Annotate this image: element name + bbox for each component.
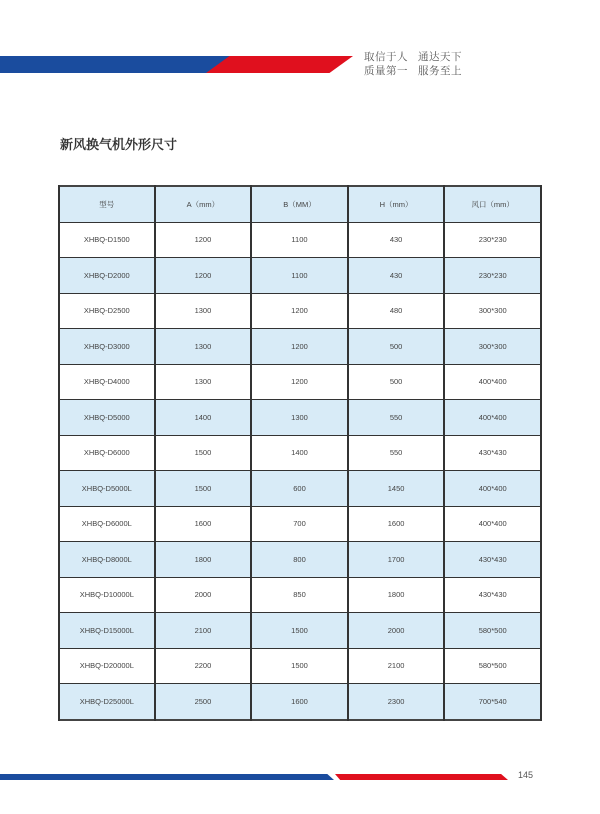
cell-b: 1500 (251, 648, 348, 684)
cell-model: XHBQ-D20000L (59, 648, 155, 684)
slogan-phrase: 取信于人 (364, 51, 408, 63)
slogan-phrase: 服务至上 (418, 65, 462, 77)
table-row (59, 471, 541, 507)
column-header-model: 型号 (59, 186, 155, 222)
cell-b: 800 (251, 542, 348, 578)
cell-vent: 230*230 (444, 222, 541, 258)
cell-vent: 230*230 (444, 258, 541, 294)
header-blue-stripe (0, 56, 237, 73)
footer-red-stripe (335, 774, 508, 780)
table-body (59, 222, 541, 720)
cell-h: 2000 (348, 613, 445, 649)
cell-a: 2000 (155, 577, 252, 613)
table-row (59, 222, 541, 258)
cell-a: 1800 (155, 542, 252, 578)
table-row (59, 293, 541, 329)
table-row (59, 648, 541, 684)
cell-model: XHBQ-D3000 (59, 329, 155, 365)
cell-a: 1200 (155, 222, 252, 258)
cell-vent: 430*430 (444, 577, 541, 613)
cell-model: XHBQ-D15000L (59, 613, 155, 649)
cell-vent: 400*400 (444, 471, 541, 507)
column-header-b: B（MM） (251, 186, 348, 222)
cell-b: 600 (251, 471, 348, 507)
slogan-phrase: 通达天下 (418, 51, 462, 63)
cell-b: 1200 (251, 293, 348, 329)
table-row (59, 542, 541, 578)
cell-h: 2100 (348, 648, 445, 684)
cell-h: 2300 (348, 684, 445, 720)
page-title: 新风换气机外形尺寸 (60, 137, 178, 152)
cell-h: 480 (348, 293, 445, 329)
cell-a: 1600 (155, 506, 252, 542)
cell-a: 2100 (155, 613, 252, 649)
table-row (59, 577, 541, 613)
cell-h: 1700 (348, 542, 445, 578)
cell-model: XHBQ-D8000L (59, 542, 155, 578)
cell-h: 500 (348, 329, 445, 365)
cell-h: 430 (348, 258, 445, 294)
table-header-row (59, 186, 541, 222)
cell-a: 1300 (155, 364, 252, 400)
cell-b: 1300 (251, 400, 348, 436)
cell-model: XHBQ-D25000L (59, 684, 155, 720)
cell-h: 500 (348, 364, 445, 400)
table-row (59, 435, 541, 471)
table-row (59, 684, 541, 720)
cell-h: 550 (348, 435, 445, 471)
cell-b: 1200 (251, 364, 348, 400)
cell-vent: 700*540 (444, 684, 541, 720)
cell-b: 1200 (251, 329, 348, 365)
cell-vent: 430*430 (444, 435, 541, 471)
cell-vent: 580*500 (444, 613, 541, 649)
cell-b: 1500 (251, 613, 348, 649)
cell-h: 1450 (348, 471, 445, 507)
cell-b: 1400 (251, 435, 348, 471)
cell-a: 1500 (155, 471, 252, 507)
cell-model: XHBQ-D4000 (59, 364, 155, 400)
column-header-vent: 风口（mm） (444, 186, 541, 222)
cell-a: 1200 (155, 258, 252, 294)
cell-model: XHBQ-D2500 (59, 293, 155, 329)
slogan-line-2 (364, 64, 462, 78)
cell-model: XHBQ-D6000 (59, 435, 155, 471)
table-row (59, 400, 541, 436)
company-slogan (364, 50, 462, 78)
cell-h: 550 (348, 400, 445, 436)
cell-model: XHBQ-D5000L (59, 471, 155, 507)
cell-h: 1600 (348, 506, 445, 542)
table-row (59, 364, 541, 400)
cell-model: XHBQ-D6000L (59, 506, 155, 542)
cell-model: XHBQ-D1500 (59, 222, 155, 258)
cell-a: 1300 (155, 329, 252, 365)
cell-vent: 400*400 (444, 400, 541, 436)
cell-a: 1400 (155, 400, 252, 436)
cell-a: 2200 (155, 648, 252, 684)
cell-vent: 580*500 (444, 648, 541, 684)
cell-h: 430 (348, 222, 445, 258)
cell-h: 1800 (348, 577, 445, 613)
cell-vent: 300*300 (444, 293, 541, 329)
cell-a: 1300 (155, 293, 252, 329)
footer-blue-stripe (0, 774, 334, 780)
cell-a: 1500 (155, 435, 252, 471)
cell-vent: 430*430 (444, 542, 541, 578)
cell-model: XHBQ-D10000L (59, 577, 155, 613)
cell-b: 700 (251, 506, 348, 542)
table-row (59, 329, 541, 365)
header-red-stripe (206, 56, 353, 73)
table-row (59, 506, 541, 542)
cell-vent: 300*300 (444, 329, 541, 365)
cell-vent: 400*400 (444, 364, 541, 400)
cell-b: 1600 (251, 684, 348, 720)
slogan-line-1 (364, 50, 462, 64)
cell-a: 2500 (155, 684, 252, 720)
cell-model: XHBQ-D5000 (59, 400, 155, 436)
cell-b: 1100 (251, 222, 348, 258)
page-number: 145 (518, 770, 534, 780)
table-row (59, 258, 541, 294)
column-header-h: H（mm） (348, 186, 445, 222)
slogan-phrase: 质量第一 (364, 65, 408, 77)
dimensions-table (58, 185, 542, 721)
cell-b: 1100 (251, 258, 348, 294)
cell-b: 850 (251, 577, 348, 613)
cell-model: XHBQ-D2000 (59, 258, 155, 294)
table-row (59, 613, 541, 649)
cell-vent: 400*400 (444, 506, 541, 542)
column-header-a: A（mm） (155, 186, 252, 222)
